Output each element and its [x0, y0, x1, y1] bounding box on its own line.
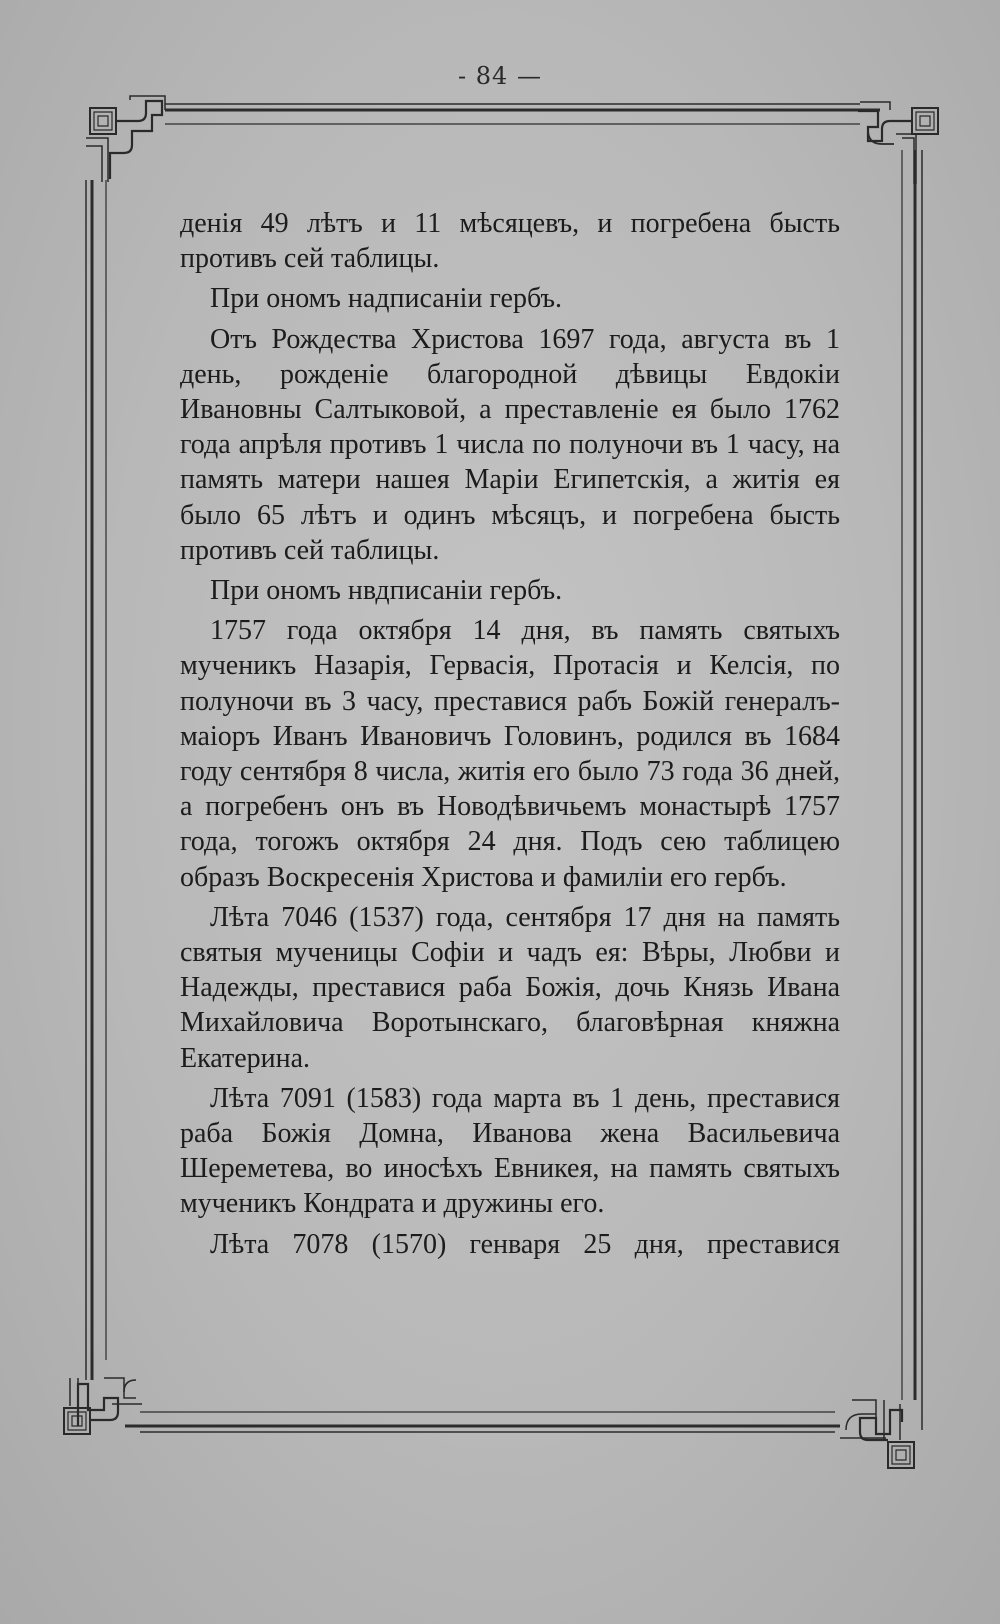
paragraph: Отъ Рождества Христова 1697 года, августа въ 1 день, рожденіе благородной дѣвицы Евдокіи Ивановны Салтыковой, а преставленіе ея было 1762 года апрѣля противъ 1 числа по полуночи въ 1 часу, на память матери нашея Маріи Египетскія, а житія ея было 65 лѣтъ и одинъ мѣсяцъ, и погребена бысть противъ сей таблицы.: [180, 323, 840, 566]
paragraph: денія 49 лѣтъ и 11 мѣсяцевъ, и погребена бысть противъ сей таблицы.: [180, 208, 840, 275]
corner-ornament-top-right: [858, 102, 938, 184]
paragraph: При ономъ надписаніи гербъ.: [210, 283, 562, 315]
corner-ornament-bottom-right: [840, 1400, 914, 1468]
corner-ornament-top-left: [86, 96, 165, 182]
paragraph: Лѣта 7046 (1537) года, сентября 17 дня на память святыя мученицы Софіи и чадъ ея: Вѣры, Любви и Надежды, преставися раба Божія, дочь Князь Ивана Михайловича Воротынскаго, благовѣрная княжна Екатерина.: [180, 901, 840, 1074]
body-text: [180, 206, 840, 1267]
paragraph: При ономъ нвдписаніи гербъ.: [210, 575, 563, 607]
page-number: - 84 —: [458, 62, 542, 90]
paragraph: Лѣта 7078 (1570) генваря 25 дня, преставися: [210, 1228, 840, 1260]
paragraph: 1757 года октября 14 дня, въ память святыхъ мученикъ Назарія, Гервасія, Протасія и Келсія, по полуночи въ 3 часу, преставися рабъ Божій генералъ-маіоръ Иванъ Ивановичъ Головинъ, родился въ 1684 году сентября 8 числа, житія его было 73 года 36 дней, а погребенъ онъ въ Новодѣвичьемъ монастырѣ 1757 года, тогожъ октября 24 дня. Подъ сею таблицею образъ Воскресенія Христова и фамиліи его гербъ.: [180, 615, 840, 893]
paragraph: Лѣта 7091 (1583) года марта въ 1 день, преставися раба Божія Домна, Иванова жена Васильевича Шереметева, во инocѣхъ Евникея, на память святыхъ мученикъ Кондрата и дружины его.: [180, 1082, 840, 1220]
